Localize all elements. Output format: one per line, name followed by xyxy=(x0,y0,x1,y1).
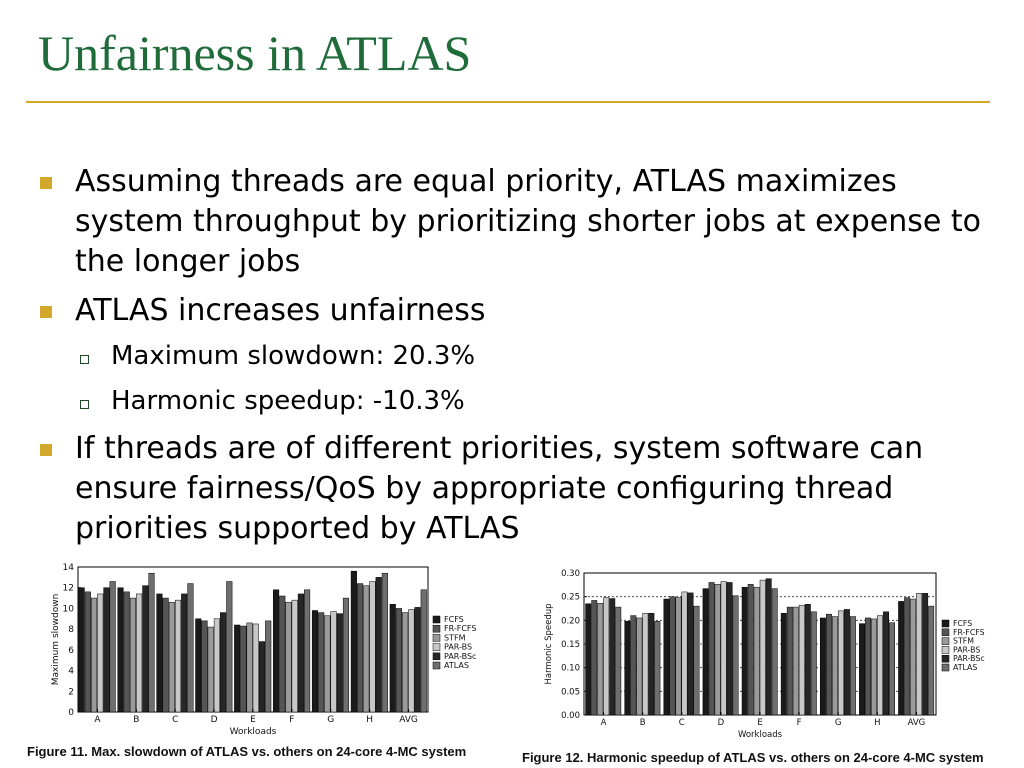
square-bullet-icon xyxy=(40,306,52,318)
y-tick-label: 4 xyxy=(68,666,74,677)
bar xyxy=(766,579,771,715)
hollow-square-bullet-icon xyxy=(80,355,89,364)
x-tick-label: E xyxy=(757,718,763,728)
legend-label: ATLAS xyxy=(444,661,469,670)
bar xyxy=(376,577,382,712)
bar xyxy=(793,607,798,715)
bar xyxy=(754,587,759,715)
bullet-text: Assuming threads are equal priority, ATLAS maximizes system throughput by prioritizing shorter jobs at expense to the longer jobs xyxy=(75,164,982,279)
bar xyxy=(625,621,630,715)
bullet-text: If threads are of different priorities, system software can ensure fairness/QoS by appropriate configuring thread priorities supported by ATLAS xyxy=(75,431,924,546)
y-tick-label: 0.05 xyxy=(561,687,580,698)
x-tick-label: AVG xyxy=(399,715,418,725)
y-tick-label: 0 xyxy=(68,708,74,718)
bar xyxy=(904,598,909,715)
x-tick-label: B xyxy=(639,718,646,728)
legend-label: STFM xyxy=(953,636,974,646)
y-tick-label: 14 xyxy=(62,563,74,573)
x-tick-label: G xyxy=(327,715,335,725)
legend-swatch xyxy=(942,638,949,645)
legend-label: PAR-BSc xyxy=(953,654,985,664)
bar xyxy=(727,582,732,715)
bullet-item xyxy=(38,291,998,331)
bar xyxy=(592,600,597,715)
bar xyxy=(616,607,621,715)
bar xyxy=(104,588,110,712)
y-tick-label: 6 xyxy=(68,645,74,656)
bar xyxy=(781,613,786,715)
bar xyxy=(208,627,214,712)
legend-swatch xyxy=(433,616,440,623)
x-tick-label: C xyxy=(678,718,685,728)
bar xyxy=(343,598,349,712)
max-slowdown-chart xyxy=(40,560,490,742)
bar xyxy=(357,584,363,712)
bar xyxy=(721,582,726,715)
bar xyxy=(787,607,792,715)
bar xyxy=(286,602,292,712)
bar xyxy=(163,598,169,712)
legend-swatch xyxy=(942,620,949,627)
bar xyxy=(169,602,175,712)
bar xyxy=(130,598,136,712)
y-tick-label: 0.00 xyxy=(561,711,580,721)
bar xyxy=(351,571,357,712)
bullet-item xyxy=(38,429,998,549)
square-bullet-icon xyxy=(40,444,52,456)
y-tick-label: 12 xyxy=(62,583,74,594)
bar xyxy=(363,586,369,712)
bar xyxy=(402,613,408,712)
bar xyxy=(273,590,279,712)
x-tick-label: H xyxy=(874,718,881,728)
bar xyxy=(304,590,310,712)
bar xyxy=(604,598,609,715)
bar xyxy=(760,580,765,715)
bar xyxy=(805,604,810,715)
bar xyxy=(883,612,888,715)
bar xyxy=(234,625,240,712)
bar xyxy=(247,623,253,712)
y-tick-label: 2 xyxy=(68,687,74,698)
y-tick-label: 0.25 xyxy=(561,592,580,603)
y-axis-label: Harmonic Speedup xyxy=(544,603,554,685)
bar xyxy=(916,593,921,715)
bar xyxy=(826,614,831,715)
bar xyxy=(832,617,837,715)
legend-label: ATLAS xyxy=(953,663,978,672)
bar xyxy=(910,599,915,715)
bullet-item xyxy=(38,162,998,282)
bar xyxy=(110,582,116,713)
bar xyxy=(748,584,753,715)
legend-swatch xyxy=(433,662,440,669)
bar xyxy=(227,582,233,713)
legend-swatch xyxy=(942,664,949,671)
bar xyxy=(688,593,693,715)
x-tick-label: F xyxy=(289,715,295,725)
bar xyxy=(889,623,894,715)
sub-bullet-item xyxy=(75,339,998,373)
bar xyxy=(715,584,720,715)
bullet-text: ATLAS increases unfairness xyxy=(75,293,486,328)
bar xyxy=(97,594,103,712)
bar xyxy=(415,607,421,712)
x-tick-label: D xyxy=(210,715,218,725)
bar xyxy=(370,582,376,713)
bar xyxy=(259,642,265,712)
x-axis-label: Workloads xyxy=(229,727,277,737)
bar xyxy=(811,612,816,715)
bar xyxy=(598,603,603,715)
bar xyxy=(188,584,194,712)
bar xyxy=(898,601,903,715)
bar xyxy=(241,626,247,712)
bar xyxy=(676,598,681,715)
y-tick-label: 0.20 xyxy=(561,616,580,627)
bar xyxy=(409,609,415,712)
slide-title: Unfairness in ATLAS xyxy=(38,25,472,81)
bar xyxy=(877,616,882,715)
bar xyxy=(79,588,85,712)
legend-swatch xyxy=(942,646,949,653)
bar xyxy=(670,597,675,715)
bar xyxy=(655,621,660,715)
bar xyxy=(610,599,615,715)
figure-11-caption: Figure 11. Max. slowdown of ATLAS vs. others on 24-core 4-MC system xyxy=(27,744,467,759)
bar xyxy=(820,618,825,715)
bar xyxy=(181,594,187,712)
x-tick-label: D xyxy=(717,718,725,728)
legend-swatch xyxy=(942,655,949,662)
bar xyxy=(421,590,427,712)
bar xyxy=(143,586,149,712)
bar xyxy=(922,593,927,715)
bar xyxy=(175,600,181,712)
bar xyxy=(279,596,285,712)
bar xyxy=(643,613,648,715)
bar xyxy=(202,621,208,712)
bar xyxy=(325,616,331,712)
legend-label: FR-FCFS xyxy=(953,627,985,637)
bar xyxy=(318,613,324,712)
bar xyxy=(214,619,220,712)
bar xyxy=(742,587,747,715)
x-tick-label: A xyxy=(94,715,101,725)
bar xyxy=(91,598,97,712)
sub-bullet-item xyxy=(75,384,998,418)
y-tick-label: 0.30 xyxy=(561,569,580,579)
legend-swatch xyxy=(433,644,440,651)
bar xyxy=(928,606,933,715)
harmonic-speedup-chart xyxy=(540,565,1020,745)
x-tick-label: H xyxy=(366,715,374,725)
bar xyxy=(292,600,298,712)
bar xyxy=(298,594,304,712)
bar xyxy=(85,592,91,712)
x-tick-label: AVG xyxy=(907,718,926,728)
bar xyxy=(265,621,271,712)
bar xyxy=(157,594,163,712)
x-tick-label: A xyxy=(600,718,607,728)
sub-bullet-text: Harmonic speedup: -10.3% xyxy=(111,386,465,416)
square-bullet-icon xyxy=(40,177,52,189)
figure-12-caption: Figure 12. Harmonic speedup of ATLAS vs. others on 24-core 4-MC system xyxy=(522,750,984,765)
bar xyxy=(772,589,777,715)
legend-label: PAR-BS xyxy=(953,645,981,655)
legend-swatch xyxy=(433,634,440,641)
bar xyxy=(331,612,337,712)
x-tick-label: F xyxy=(796,718,802,728)
legend-label: FR-FCFS xyxy=(444,624,477,634)
bar xyxy=(253,624,259,712)
bar xyxy=(664,599,669,715)
bar xyxy=(733,596,738,715)
bar xyxy=(838,611,843,715)
bar xyxy=(682,592,687,715)
bar xyxy=(844,609,849,715)
x-tick-label: E xyxy=(250,715,256,725)
y-tick-label: 8 xyxy=(68,625,74,636)
sub-bullet-text: Maximum slowdown: 20.3% xyxy=(111,341,476,371)
y-tick-label: 10 xyxy=(62,604,74,615)
x-axis-label: Workloads xyxy=(737,730,783,740)
y-tick-label: 0.10 xyxy=(561,663,580,674)
legend-label: PAR-BSc xyxy=(444,651,477,661)
bar xyxy=(220,613,226,712)
bar xyxy=(390,604,396,712)
bar xyxy=(312,611,318,713)
bar xyxy=(703,589,708,715)
legend-label: FCFS xyxy=(444,615,464,624)
bar xyxy=(871,619,876,715)
bar xyxy=(149,573,155,712)
x-tick-label: B xyxy=(133,715,140,725)
bar xyxy=(865,618,870,715)
bar xyxy=(799,605,804,715)
bar xyxy=(136,594,142,712)
hollow-square-bullet-icon xyxy=(80,400,89,409)
x-tick-label: C xyxy=(172,715,179,725)
y-axis-label: Maximum slowdown xyxy=(51,593,61,686)
bar xyxy=(649,613,654,715)
legend-label: PAR-BS xyxy=(444,642,473,652)
bar xyxy=(124,592,130,712)
x-tick-label: G xyxy=(834,718,842,728)
bar xyxy=(586,604,591,715)
bar xyxy=(637,618,642,715)
bar xyxy=(118,588,124,712)
y-tick-label: 0.15 xyxy=(561,640,580,650)
bullet-list xyxy=(38,162,998,558)
bar xyxy=(337,614,343,712)
bar xyxy=(631,616,636,715)
legend-swatch xyxy=(942,629,949,636)
bar xyxy=(709,582,714,715)
legend-label: FCFS xyxy=(953,619,973,628)
legend-label: STFM xyxy=(444,633,466,643)
bar xyxy=(196,619,202,712)
legend-swatch xyxy=(433,625,440,632)
bar xyxy=(694,606,699,715)
bar xyxy=(859,624,864,715)
legend-swatch xyxy=(433,653,440,660)
title-divider xyxy=(26,101,990,103)
bar xyxy=(850,617,855,715)
bar xyxy=(396,608,402,712)
bar xyxy=(382,573,388,712)
